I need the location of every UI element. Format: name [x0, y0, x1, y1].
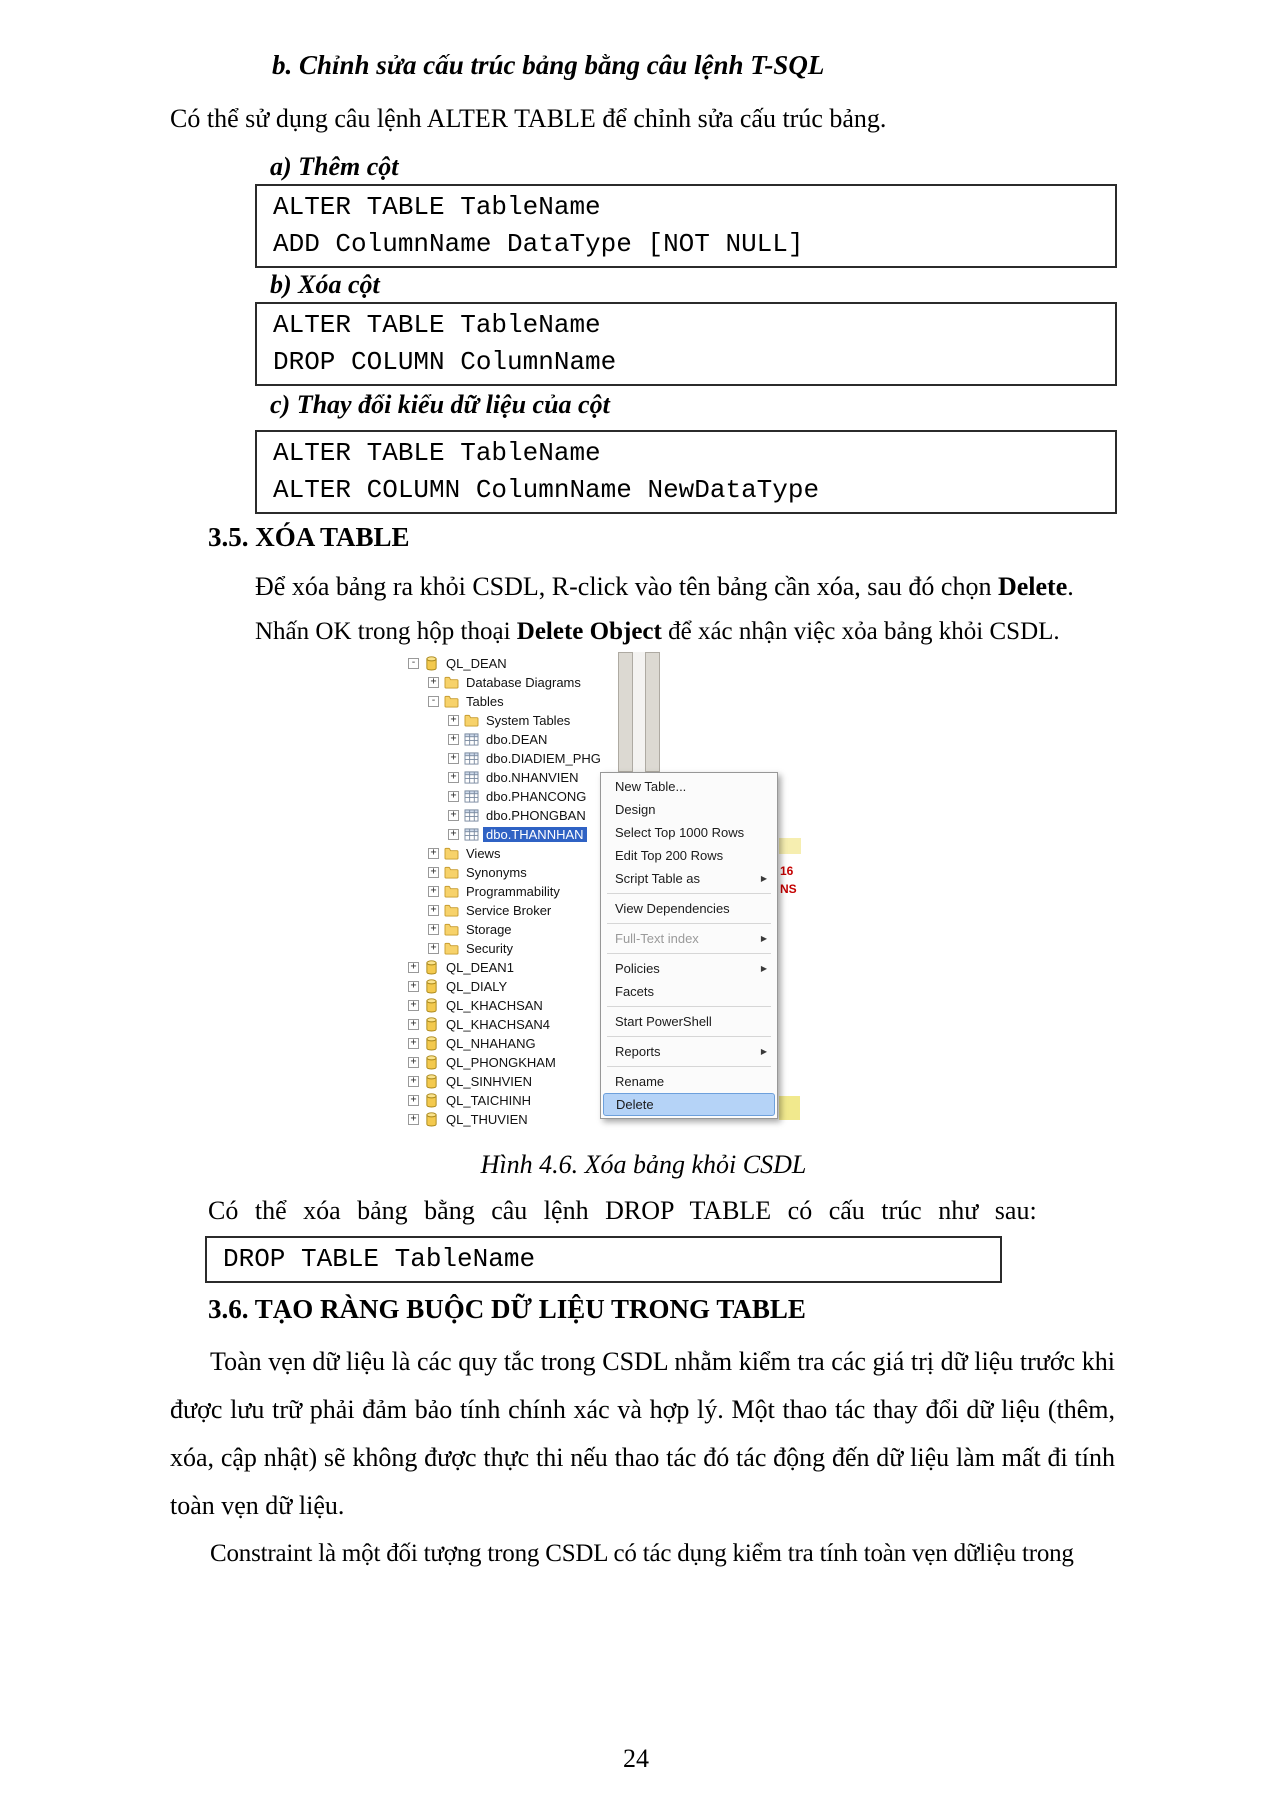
tree-item-views — [400, 844, 604, 863]
tree-item-label: dbo.THANNHAN — [483, 827, 587, 842]
menu-item-edit-top-200-rows — [603, 844, 775, 867]
database-icon — [423, 998, 439, 1013]
submenu-arrow-icon: ▶ — [760, 1047, 767, 1056]
menu-item-label: Edit Top 200 Rows — [615, 848, 724, 863]
menu-item-label: Facets — [615, 984, 655, 999]
database-icon — [423, 1112, 439, 1127]
expand-icon: + — [428, 905, 439, 916]
tree-item-label: QL_KHACHSAN4 — [446, 1017, 551, 1032]
tree-item-label: dbo.PHANCONG — [486, 789, 587, 804]
figure-ssms-screenshot — [398, 650, 808, 1144]
menu-separator — [607, 893, 771, 894]
tree-item-label: Views — [466, 846, 501, 861]
collapse-icon: - — [408, 658, 419, 669]
menu-item-view-dependencies — [603, 897, 775, 920]
folder-icon — [443, 865, 459, 880]
subheading-add-column: a) Thêm cột — [270, 152, 399, 181]
expand-icon: + — [408, 981, 419, 992]
heading-tao-rang-buoc: 3.6. TẠO RÀNG BUỘC DỮ LIỆU TRONG TABLE — [208, 1294, 806, 1324]
expand-icon: + — [448, 810, 459, 821]
tree-item-ql-sinhvien — [400, 1072, 604, 1091]
expand-icon: + — [428, 867, 439, 878]
database-icon — [423, 1036, 439, 1051]
expand-icon: + — [408, 962, 419, 973]
code-block-add-column — [255, 184, 1117, 268]
expand-icon: + — [408, 1076, 419, 1087]
code-line: ALTER TABLE TableName — [273, 438, 601, 468]
menu-item-label: Policies — [615, 961, 660, 976]
tree-item-ql-dean — [400, 654, 604, 673]
scrollbar-fragment-bar — [645, 652, 660, 772]
database-icon — [423, 979, 439, 994]
expand-icon: + — [408, 1038, 419, 1049]
database-icon — [423, 960, 439, 975]
tree-item-storage — [400, 920, 604, 939]
menu-separator — [607, 923, 771, 924]
tree-item-label: dbo.DEAN — [486, 732, 548, 747]
tree-item-label: QL_PHONGKHAM — [446, 1055, 556, 1070]
expand-icon: + — [428, 677, 439, 688]
menu-item-label: Script Table as — [615, 871, 701, 886]
tree-item-label: Tables — [466, 694, 504, 709]
table-icon — [463, 808, 479, 823]
menu-item-reports — [603, 1040, 775, 1063]
code-line: ALTER TABLE TableName — [273, 192, 601, 222]
database-icon — [423, 1017, 439, 1032]
code-line: ADD ColumnName DataType [NOT NULL] — [273, 229, 804, 259]
menu-item-design — [603, 798, 775, 821]
subheading-drop-column: b) Xóa cột — [270, 270, 380, 299]
expand-icon: + — [448, 772, 459, 783]
tree-item-ql-khachsan4 — [400, 1015, 604, 1034]
background-red-text: 16 — [780, 864, 794, 878]
tree-item-label: QL_DEAN — [446, 656, 507, 671]
expand-icon: + — [408, 1000, 419, 1011]
menu-item-script-table-as — [603, 867, 775, 890]
scrollbar-fragment — [618, 652, 664, 772]
tree-item-ql-nhahang — [400, 1034, 604, 1053]
menu-separator — [607, 1036, 771, 1037]
table-icon — [463, 789, 479, 804]
tree-item-label: Security — [466, 941, 513, 956]
tree-item-label: Synonyms — [466, 865, 527, 880]
tree-item-programmability — [400, 882, 604, 901]
tree-item-tables — [400, 692, 604, 711]
tree-item-ql-khachsan — [400, 996, 604, 1015]
background-fragment — [779, 1096, 800, 1120]
submenu-arrow-icon: ▶ — [760, 964, 767, 973]
folder-icon — [443, 694, 459, 709]
menu-item-rename — [603, 1070, 775, 1093]
paragraph-droptable: Có thể xóa bảng bằng câu lệnh DROP TABLE có cấu trúc như sau: — [208, 1196, 1037, 1225]
paragraph-text: Để xóa bảng ra khỏi CSDL, R-click vào tên bảng cần xóa, sau đó chọn — [255, 572, 998, 601]
menu-item-label: New Table... — [615, 779, 687, 794]
collapse-icon: - — [428, 696, 439, 707]
tree-item-database-diagrams — [400, 673, 604, 692]
expand-icon: + — [408, 1114, 419, 1125]
folder-icon — [443, 903, 459, 918]
code-line: ALTER COLUMN ColumnName NewDataType — [273, 475, 820, 505]
menu-item-label: Full-Text index — [615, 931, 699, 946]
table-icon — [463, 827, 479, 842]
tree-item-label: Service Broker — [466, 903, 552, 918]
tree-item-label: Database Diagrams — [466, 675, 581, 690]
heading-edit-structure: b. Chỉnh sửa cấu trúc bảng bằng câu lệnh T-SQL — [272, 50, 825, 80]
tree-item-dbo-phongban — [400, 806, 604, 825]
menu-item-policies — [603, 957, 775, 980]
menu-item-label: Rename — [615, 1074, 665, 1089]
tree-item-ql-dialy — [400, 977, 604, 996]
menu-separator — [607, 1006, 771, 1007]
background-fragment — [779, 838, 801, 854]
tree-item-service-broker — [400, 901, 604, 920]
page-number: 24 — [623, 1744, 649, 1773]
database-icon — [423, 1093, 439, 1108]
menu-separator — [607, 953, 771, 954]
figure-caption: Hình 4.6. Xóa bảng khỏi CSDL — [480, 1150, 807, 1179]
expand-icon: + — [428, 924, 439, 935]
tree-item-label: QL_THUVIEN — [446, 1112, 528, 1127]
expand-icon: + — [448, 734, 459, 745]
folder-icon — [443, 846, 459, 861]
paragraph-text: để xác nhận việc xỏa bảng khỏi CSDL. — [661, 618, 1060, 645]
paragraph-constraint: Constraint là một đối tượng trong CSDL có tác dụng kiểm tra tính toàn vẹn dữliệu trong — [210, 1540, 1074, 1567]
paragraph-text: Nhấn OK trong hộp thoại — [255, 618, 517, 645]
expand-icon: + — [408, 1057, 419, 1068]
code-block-drop-table — [205, 1236, 1002, 1283]
background-red-text: NS — [780, 882, 797, 896]
tree-item-label: System Tables — [486, 713, 571, 728]
code-block-alter-column — [255, 430, 1117, 514]
tree-item-dbo-phancong — [400, 787, 604, 806]
tree-item-dbo-thannhan — [400, 825, 604, 844]
expand-icon: + — [428, 848, 439, 859]
expand-icon: + — [448, 753, 459, 764]
subheading-alter-column: c) Thay đổi kiểu dữ liệu của cột — [270, 390, 610, 419]
expand-icon: + — [408, 1019, 419, 1030]
paragraph-integrity: Toàn vẹn dữ liệu là các quy tắc trong CSDL nhằm kiểm tra các giá trị dữ liệu trước khi được lưu trữ phải đảm bảo tính chính xác và hợp lý. Một thao tác thay đổi dữ liệu (thêm, xóa, cập nhật) sẽ không được thực thi nếu thao tác đó tác động đến dữ liệu làm mất đi tính toàn vẹn dữ liệu. — [170, 1347, 1115, 1520]
folder-icon — [443, 922, 459, 937]
submenu-arrow-icon: ▶ — [760, 874, 767, 883]
menu-item-select-top-1000-rows — [603, 821, 775, 844]
menu-item-start-powershell — [603, 1010, 775, 1033]
database-icon — [423, 1055, 439, 1070]
expand-icon: + — [408, 1095, 419, 1106]
tree-item-label: QL_NHAHANG — [446, 1036, 536, 1051]
tree-item-security — [400, 939, 604, 958]
paragraph-delete-instruction — [255, 572, 1074, 602]
menu-item-delete — [603, 1093, 775, 1116]
object-explorer-tree — [400, 654, 604, 1129]
expand-icon: + — [448, 829, 459, 840]
tree-item-dbo-dean — [400, 730, 604, 749]
folder-icon — [443, 675, 459, 690]
scrollbar-fragment-gap — [633, 652, 645, 772]
bold-delete: Delete — [997, 572, 1068, 601]
tree-item-system-tables — [400, 711, 604, 730]
tree-item-label: QL_DEAN1 — [446, 960, 514, 975]
expand-icon: + — [448, 791, 459, 802]
table-icon — [463, 732, 479, 747]
menu-item-label: Reports — [615, 1044, 661, 1059]
tree-item-label: dbo.NHANVIEN — [486, 770, 579, 785]
tree-item-ql-thuvien — [400, 1110, 604, 1129]
tree-item-dbo-diadiem-phg — [400, 749, 604, 768]
heading-xoa-table: 3.5. XÓA TABLE — [208, 522, 410, 552]
tree-item-ql-dean1 — [400, 958, 604, 977]
table-icon — [463, 770, 479, 785]
bold-delete-object: Delete Object — [516, 618, 662, 645]
code-line: ALTER TABLE TableName — [273, 310, 601, 340]
expand-icon: + — [428, 943, 439, 954]
tree-item-ql-taichinh — [400, 1091, 604, 1110]
tree-item-dbo-nhanvien — [400, 768, 604, 787]
tree-item-label: Storage — [466, 922, 512, 937]
menu-item-facets — [603, 980, 775, 1003]
folder-icon — [463, 713, 479, 728]
menu-item-label: Delete — [616, 1097, 654, 1112]
expand-icon: + — [448, 715, 459, 726]
table-context-menu — [600, 772, 778, 1119]
tree-item-label: Programmability — [466, 884, 560, 899]
tree-item-ql-phongkham — [400, 1053, 604, 1072]
menu-item-full-text-index — [603, 927, 775, 950]
folder-icon — [443, 941, 459, 956]
tree-item-label: QL_TAICHINH — [446, 1093, 531, 1108]
tree-item-label: QL_KHACHSAN — [446, 998, 543, 1013]
menu-item-label: Start PowerShell — [615, 1014, 712, 1029]
database-icon — [423, 1074, 439, 1089]
folder-icon — [443, 884, 459, 899]
scrollbar-fragment-bar — [618, 652, 633, 772]
paragraph-ok-instruction — [255, 618, 1060, 646]
paragraph-intro: Có thể sử dụng câu lệnh ALTER TABLE để chỉnh sửa cấu trúc bảng. — [170, 104, 887, 133]
tree-item-label: QL_SINHVIEN — [446, 1074, 532, 1089]
menu-item-label: Design — [615, 802, 656, 817]
code-line: DROP TABLE TableName — [223, 1244, 536, 1274]
menu-item-new-table — [603, 775, 775, 798]
menu-separator — [607, 1066, 771, 1067]
expand-icon: + — [428, 886, 439, 897]
code-line: DROP COLUMN ColumnName — [273, 347, 617, 377]
tree-item-label: dbo.DIADIEM_PHG — [486, 751, 601, 766]
code-block-drop-column — [255, 302, 1117, 386]
menu-item-label: Select Top 1000 Rows — [615, 825, 745, 840]
tree-item-label: QL_DIALY — [446, 979, 508, 994]
submenu-arrow-icon: ▶ — [760, 934, 767, 943]
tree-item-label: dbo.PHONGBAN — [486, 808, 586, 823]
database-icon — [423, 656, 439, 671]
tree-item-synonyms — [400, 863, 604, 882]
table-icon — [463, 751, 479, 766]
menu-item-label: View Dependencies — [615, 901, 730, 916]
paragraph-text: . — [1067, 572, 1074, 601]
